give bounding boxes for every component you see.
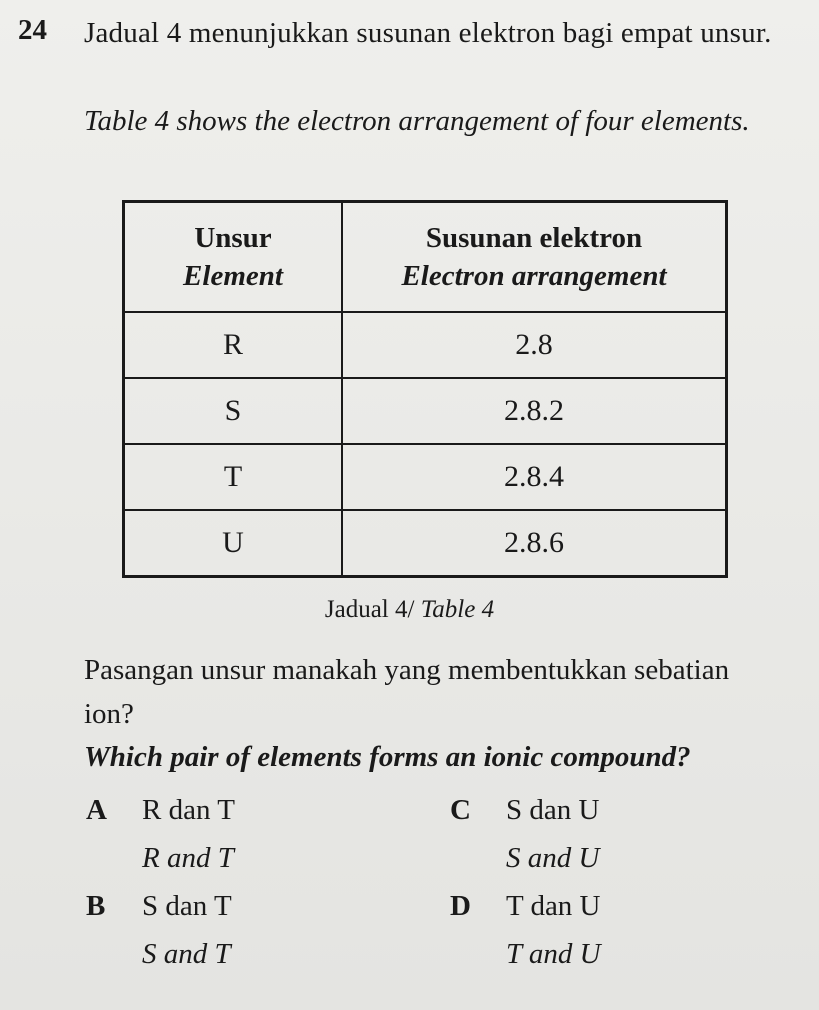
- option-text-english: R and T: [142, 842, 234, 874]
- element-cell: U: [124, 510, 343, 577]
- question-prompt-english: Which pair of elements forms an ionic compound?: [84, 741, 691, 773]
- question-stem-malay: Jadual 4 menunjukkan susunan elektron bagi empat unsur.: [84, 17, 772, 49]
- table-header-row: [124, 202, 727, 313]
- option-text-malay: S dan U: [506, 794, 600, 826]
- option-letter: A: [86, 794, 107, 826]
- question-prompt-malay: Pasangan unsur manakah yang membentukkan sebatian ion?: [84, 654, 730, 730]
- arrangement-cell: 2.8.6: [342, 510, 727, 577]
- option-letter: D: [450, 890, 471, 922]
- option-text-english: S and T: [142, 938, 231, 970]
- table-caption-malay: Jadual 4/: [324, 596, 415, 623]
- option-text-malay: R dan T: [142, 794, 235, 826]
- element-cell: T: [124, 444, 343, 510]
- table-row: [124, 312, 727, 378]
- table-row: [124, 378, 727, 444]
- header-element-malay: Unsur: [194, 222, 272, 254]
- arrangement-cell: 2.8: [342, 312, 727, 378]
- option-text-english: S and U: [506, 842, 600, 874]
- table-caption: [0, 596, 819, 624]
- question-number: 24: [18, 14, 47, 46]
- header-arrangement-malay: Susunan elektron: [425, 222, 643, 254]
- electron-arrangement-table: [122, 200, 728, 578]
- element-cell: R: [124, 312, 343, 378]
- table-caption-english: Table 4: [420, 596, 495, 623]
- option-text-english: T and U: [506, 938, 601, 970]
- header-arrangement-english: Electron arrangement: [401, 260, 667, 292]
- arrangement-cell: 2.8.4: [342, 444, 727, 510]
- header-arrangement: [342, 202, 727, 313]
- option-letter: C: [450, 794, 471, 826]
- arrangement-cell: 2.8.2: [342, 378, 727, 444]
- element-cell: S: [124, 378, 343, 444]
- table-row: [124, 444, 727, 510]
- table-row: [124, 510, 727, 577]
- header-element: [124, 202, 343, 313]
- option-text-malay: T dan U: [506, 890, 601, 922]
- option-text-malay: S dan T: [142, 890, 232, 922]
- header-element-english: Element: [183, 260, 283, 292]
- option-letter: B: [86, 890, 106, 922]
- question-stem-english: Table 4 shows the electron arrangement of four elements.: [84, 105, 750, 137]
